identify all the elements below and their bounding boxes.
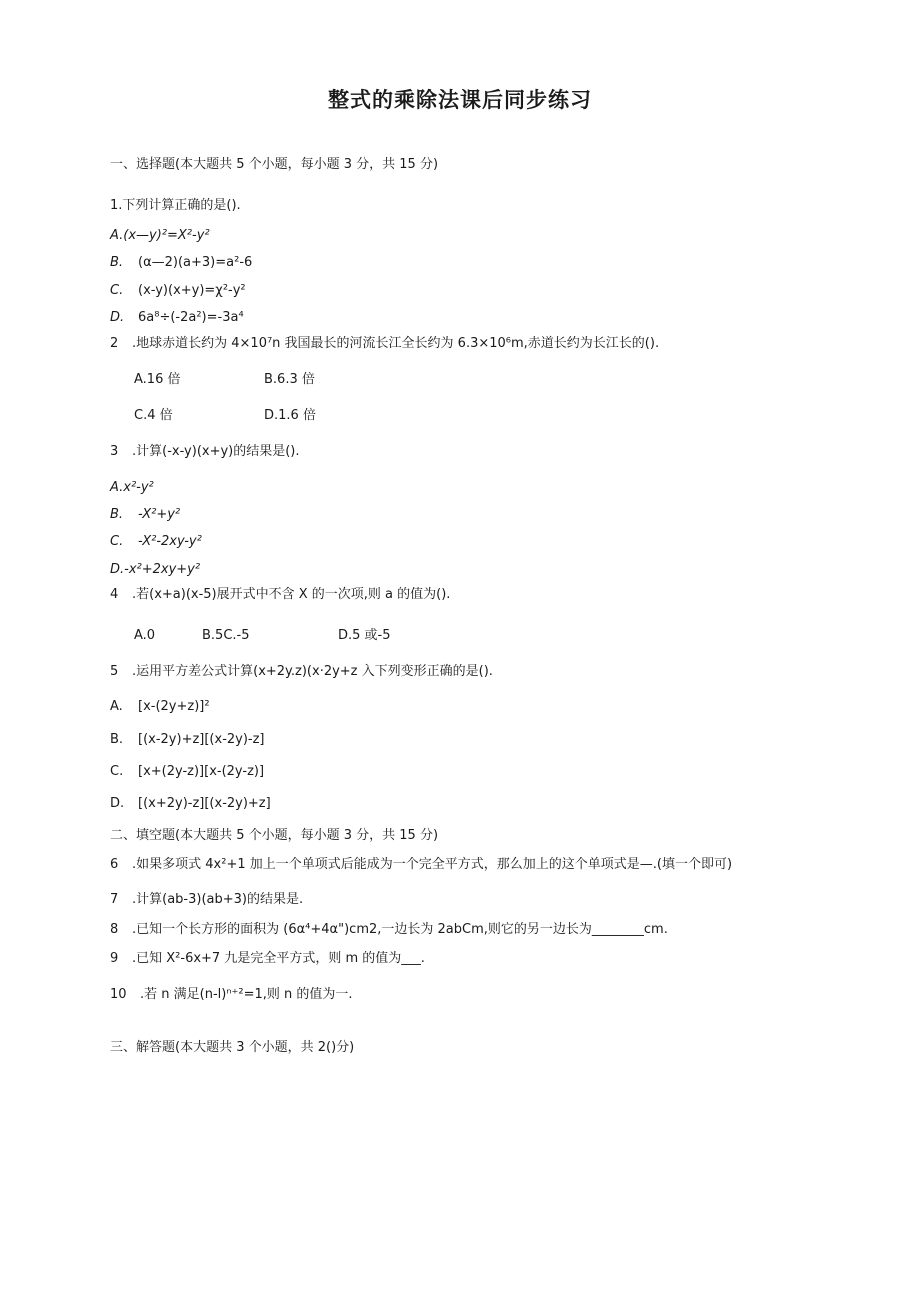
question-2-option-a: A.16 倍 [134, 372, 181, 387]
section-heading-choice: 一、选择题(本大题共 5 个小题，每小题 3 分，共 15 分) [110, 157, 439, 172]
question-text: .计算(-x-y)(x+y)的结果是(). [132, 444, 300, 459]
option-label: A. [110, 699, 123, 714]
option-label: C. [110, 764, 124, 779]
question-number: 5 [110, 664, 119, 679]
question-5-stem [110, 664, 493, 680]
question-1-stem: 1.下列计算正确的是(). [110, 198, 241, 213]
question-3-option-b [110, 507, 181, 523]
option-text: (α—2)(a+3)=a²-6 [138, 255, 253, 270]
question-number: 7 [110, 892, 119, 907]
question-2-option-b: B.6.3 倍 [264, 372, 315, 387]
question-text: .已知一个长方形的面积为 (6α⁴+4α")cm2,一边长为 2abCm,则它的另一边长为________cm. [132, 922, 668, 937]
question-number: 6 [110, 857, 119, 872]
question-9-stem [110, 951, 425, 967]
question-1-option-a: A.(x—y)²=X²-y² [110, 228, 210, 243]
option-text: [x+(2y-z)][x-(2y-z)] [138, 764, 265, 779]
question-3-option-d: D.-x²+2xy+y² [110, 562, 201, 577]
question-2-stem [110, 336, 660, 352]
page-title: 整式的乘除法课后同步练习 [328, 88, 592, 112]
question-number: 9 [110, 951, 119, 966]
question-2-option-c: C.4 倍 [134, 408, 173, 423]
question-5-option-b [110, 732, 265, 748]
question-5-option-c [110, 764, 265, 780]
option-label: B. [110, 507, 124, 522]
question-5-option-d [110, 796, 271, 812]
section-heading-answer: 三、解答题(本大题共 3 个小题，共 2()分) [110, 1040, 355, 1055]
question-number: 10 [110, 987, 127, 1002]
question-3-option-c [110, 534, 202, 550]
question-2-option-d: D.1.6 倍 [264, 408, 316, 423]
option-label: B. [110, 255, 124, 270]
option-text: (x-y)(x+y)=χ²-y² [138, 283, 246, 298]
question-number: 3 [110, 444, 119, 459]
question-text: .如果多项式 4x²+1 加上一个单项式后能成为一个完全平方式，那么加上的这个单项式是—.(填一个即可) [132, 857, 733, 872]
question-3-stem [110, 444, 300, 460]
question-text: .若 n 满足(n-l)ⁿ⁺²=1,则 n 的值为一. [140, 987, 353, 1002]
question-7-stem [110, 892, 304, 908]
section-heading-fill-blank: 二、填空题(本大题共 5 个小题，每小题 3 分，共 15 分) [110, 828, 439, 843]
option-text: [(x-2y)+z][(x-2y)-z] [138, 732, 265, 747]
option-text: 6a⁸÷(-2a²)=-3a⁴ [138, 310, 244, 325]
question-1-option-b [110, 255, 253, 271]
option-label: C. [110, 283, 124, 298]
option-label: B. [110, 732, 124, 747]
question-4-option-d: D.5 或-5 [338, 628, 391, 643]
option-text: [x-(2y+z)]² [138, 699, 210, 714]
option-label: D. [110, 796, 125, 811]
question-text: .运用平方差公式计算(x+2y.z)(x·2y+z 入下列变形正确的是(). [132, 664, 493, 679]
question-text: .若(x+a)(x-5)展开式中不含 X 的一次项,则 a 的值为(). [132, 587, 451, 602]
option-label: D. [110, 310, 125, 325]
option-text: [(x+2y)-z][(x-2y)+z] [138, 796, 271, 811]
option-text: -X²+y² [138, 507, 181, 522]
question-number: 8 [110, 922, 119, 937]
question-text: .已知 X²-6x+7 九是完全平方式，则 m 的值为___. [132, 951, 425, 966]
question-10-stem [110, 987, 353, 1003]
question-4-option-bc: B.5C.-5 [202, 628, 250, 643]
question-5-option-a [110, 699, 210, 715]
question-number: 4 [110, 587, 119, 602]
question-4-stem [110, 587, 451, 603]
question-6-stem [110, 857, 733, 873]
question-3-option-a: A.x²-y² [110, 480, 154, 495]
question-number: 2 [110, 336, 119, 351]
question-text: .计算(ab-3)(ab+3)的结果是. [132, 892, 304, 907]
question-text: .地球赤道长约为 4×10⁷n 我国最长的河流长江全长约为 6.3×10⁶m,赤道长约为长江长的(). [132, 336, 660, 351]
question-1-option-d [110, 310, 244, 326]
option-text: -X²-2xy-y² [138, 534, 202, 549]
question-8-stem [110, 922, 668, 938]
option-label: C. [110, 534, 124, 549]
question-4-option-a: A.0 [134, 628, 156, 643]
question-1-option-c [110, 283, 246, 299]
